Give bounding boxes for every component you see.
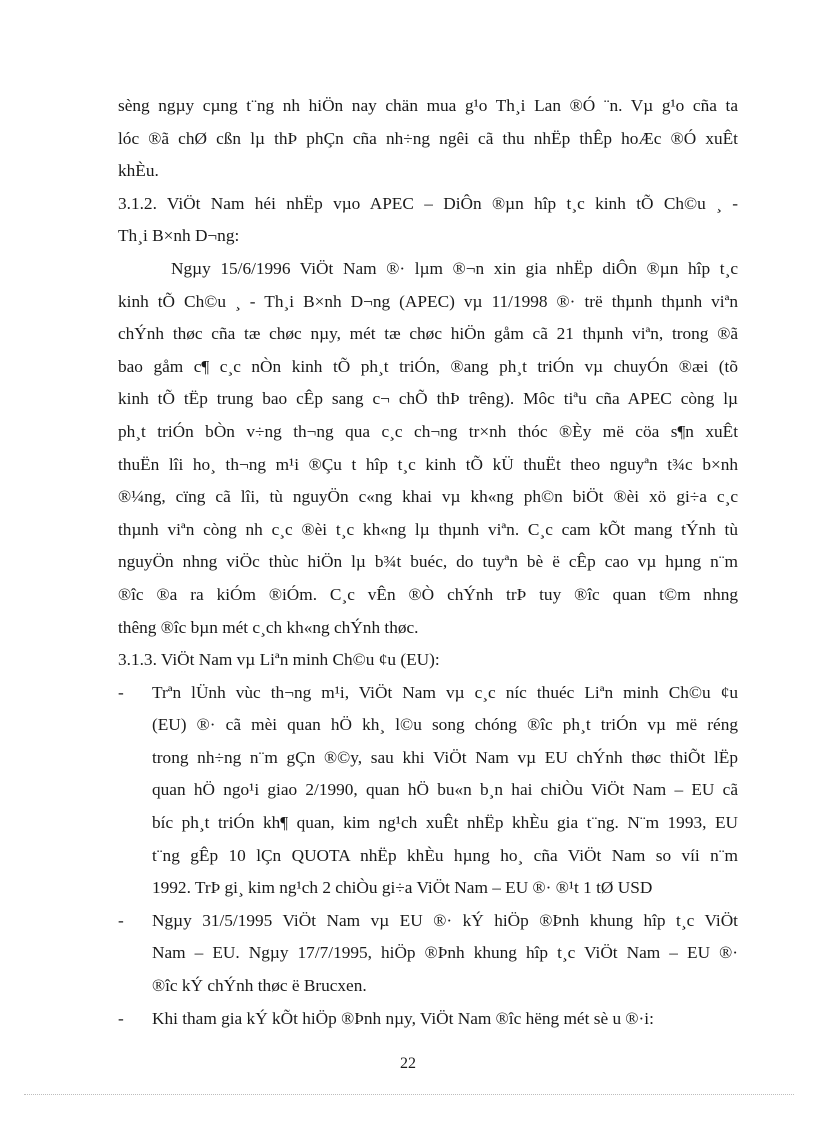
text-line: thµnh viªn còng nh c¸c ®èi t¸c kh«ng lµ thµnh viªn. C¸c cam kÕt mang tÝnh tù <box>118 519 738 539</box>
bullet-dash: - <box>118 910 124 930</box>
text-line: Trªn lÜnh vùc th¬ng m¹i, ViÖt Nam vµ c¸c níc thuéc Liªn minh Ch©u ¢u <box>152 682 738 702</box>
text-line: trong nh÷ng n¨m gÇn ®©y, sau khi ViÖt Nam vµ EU chÝnh thøc thiÕt lËp <box>152 747 738 767</box>
section-heading-eu <box>118 644 738 677</box>
document-body <box>118 90 738 1035</box>
page-number: 22 <box>400 1055 416 1072</box>
text-line: sèng ngµy cµng t¨ng nh hiÖn nay chän mua g¹o Th¸i Lan ®Ó ¨n. Vµ g¹o cña ta <box>118 96 738 115</box>
text-line: bíc ph¸t triÓn kh¶ quan, kim ng¹ch xuÊt nhËp khÈu gia t¨ng. N¨m 1993, EU <box>152 813 738 833</box>
heading-line: 3.1.2. ViÖt Nam héi nhËp vµo APEC – DiÔn ®µn hîp t¸c kinh tÕ Ch©u ¸ - <box>118 193 738 213</box>
text-line: ®îc kÝ chÝnh thøc ë Brucxen. <box>152 976 367 996</box>
text-line: Ngµy 31/5/1995 ViÖt Nam vµ EU ®· kÝ hiÖp ®Þnh khung hîp t¸c ViÖt <box>152 910 738 930</box>
paragraph-rice-market <box>118 90 738 188</box>
heading-line: Th¸i B×nh D¬ng: <box>118 226 240 246</box>
text-line: chÝnh thøc cña tæ chøc nµy, mét tæ chøc hiÖn gåm cã 21 thµnh viªn, trong ®ã <box>118 324 738 344</box>
text-line: ph¸t triÓn bÒn v÷ng th¬ng qua c¸c ch¬ng tr×nh thóc ®Èy më cöa s¶n xuÊt <box>118 421 738 441</box>
bullet-dash: - <box>118 682 124 702</box>
text-line: Nam – EU. Ngµy 17/7/1995, hiÖp ®Þnh khung hîp t¸c ViÖt Nam – EU ®· <box>152 943 738 963</box>
heading-line: 3.1.3. ViÖt Nam vµ Liªn minh Ch©u ¢u (EU): <box>118 650 440 670</box>
text-line: 1992. TrÞ gi¸ kim ng¹ch 2 chiÒu gi÷a ViÖt Nam – EU ®· ®¹t 1 tØ USD <box>152 878 653 898</box>
text-line: ®îc ®a ra kiÓm ®iÓm. C¸c vÊn ®Ò chÝnh trÞ tuy ®îc quan t©m nhng <box>118 584 738 604</box>
text-line: khÈu. <box>118 161 159 181</box>
text-line: kinh tÕ Ch©u ¸ - Th¸i B×nh D¬ng (APEC) vµ 11/1998 ®· trë thµnh thµnh viªn <box>118 291 738 311</box>
text-line: bao gåm c¶ c¸c nÒn kinh tÕ ph¸t triÓn, ®ang ph¸t triÓn vµ chuyÓn ®æi (tõ <box>118 356 738 376</box>
list-item <box>118 1003 738 1036</box>
text-line: lóc ®ã chØ cßn lµ thÞ phÇn cña nh÷ng ngêi cã thu nhËp thÊp hoÆc ®Ó xuÊt <box>118 128 738 148</box>
section-heading-apec <box>118 188 738 253</box>
text-line: ®¼ng, cïng cã lîi, tù nguyÖn c«ng khai vµ kh«ng ph©n biÖt ®èi xö gi÷a c¸c <box>118 487 738 507</box>
text-line: Ngµy 15/6/1996 ViÖt Nam ®· lµm ®¬n xin gia nhËp diÔn ®µn hîp t¸c <box>171 258 738 278</box>
text-line: kinh tÕ tËp trung bao cÊp sang c¬ chÕ thÞ trêng). Môc tiªu cña APEC còng lµ <box>118 389 738 409</box>
text-line: Khi tham gia kÝ kÕt hiÖp ®Þnh nµy, ViÖt Nam ®îc hëng mét sè u ®·i: <box>152 1008 654 1028</box>
text-line: t¨ng gÊp 10 lÇn QUOTA nhËp khÈu hµng ho¸ cña ViÖt Nam so víi n¨m <box>152 845 738 865</box>
text-line: nguyÖn nhng viÖc thùc hiÖn lµ b¾t buéc, do tuyªn bè ë cÊp cao vµ hµng n¨m <box>118 552 738 572</box>
text-line: (EU) ®· cã mèi quan hÖ kh¸ l©u song chóng ®îc ph¸t triÓn vµ më réng <box>152 715 738 735</box>
text-line: thuËn lîi ho¸ th¬ng m¹i ®Çu t hîp t¸c kinh tÕ kÜ thuËt theo nguyªn t¾c b×nh <box>118 454 738 474</box>
list-item <box>118 677 738 905</box>
bullet-dash: - <box>118 1008 124 1028</box>
text-line: thêng ®îc bµn mét c¸ch kh«ng chÝnh thøc. <box>118 617 419 637</box>
list-item <box>118 905 738 1003</box>
paragraph-apec <box>118 253 738 644</box>
text-line: quan hÖ ngo¹i giao 2/1990, quan hÖ bu«n b¸n hai chiÒu ViÖt Nam – EU cã <box>152 780 738 800</box>
footer-divider <box>24 1094 794 1095</box>
